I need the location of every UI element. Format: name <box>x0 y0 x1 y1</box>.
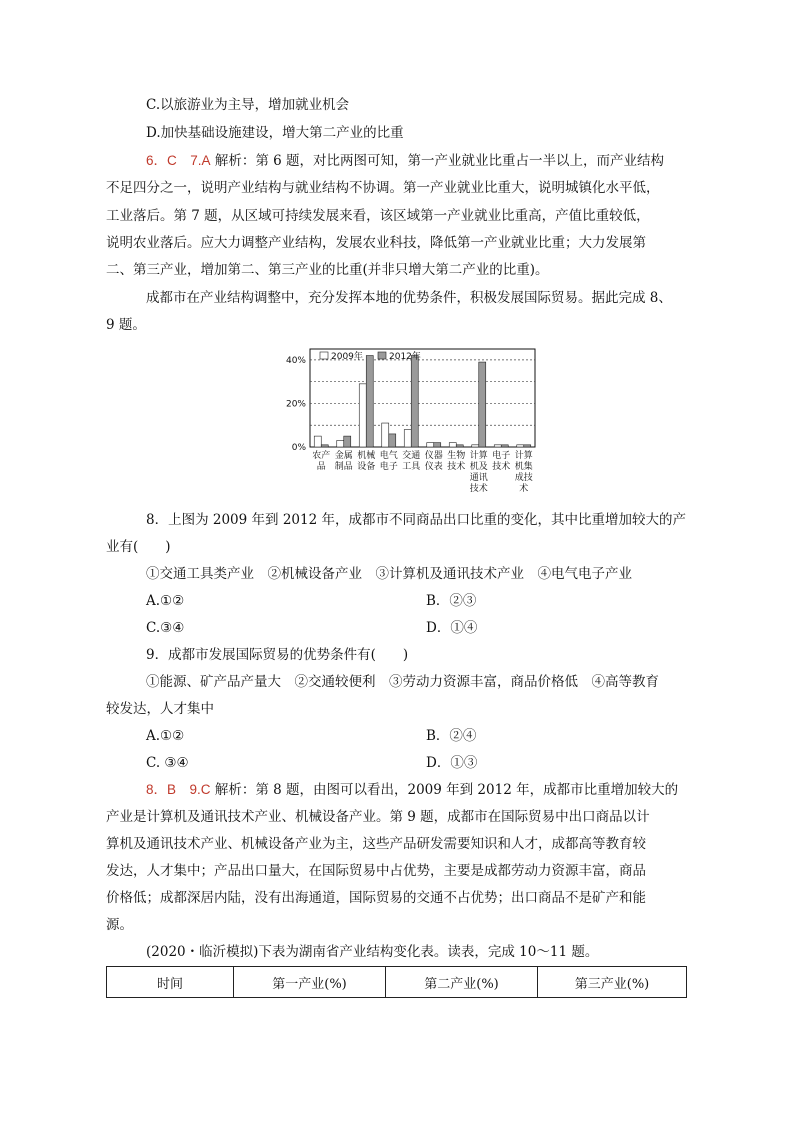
table-header-cell: 第一产业(%) <box>234 967 386 998</box>
bar-2012 <box>411 356 418 447</box>
category-label: 通讯 <box>469 473 488 483</box>
legend-swatch <box>378 352 386 359</box>
plot-frame <box>310 349 535 447</box>
bar-2009 <box>337 440 344 447</box>
option-a: A.①② <box>146 728 185 744</box>
option-c: C.③④ <box>146 620 185 636</box>
industry-structure-table <box>106 966 687 998</box>
y-tick-label: 40% <box>285 355 306 366</box>
answer-explanation: 解析：第 8 题，由图可以看出，2009 年到 2012 年，成都市比重增加较大的 <box>210 782 679 798</box>
legend-label: 2012年 <box>389 352 421 362</box>
category-label: 制品 <box>334 462 353 472</box>
category-label: 机集 <box>514 462 533 472</box>
category-label: 设备 <box>357 462 376 472</box>
export-share-chart <box>280 343 540 495</box>
option-d: D．①③ <box>426 755 478 771</box>
question-9: 9．成都市发展国际贸易的优势条件有( ) <box>146 647 409 663</box>
text-line: 说明农业落后。应大力调整产业结构，发展农业科技，降低第一产业就业比重；大力发展第 <box>106 235 646 251</box>
question-8: 8．上图为 2009 年到 2012 年，成都市不同商品出口比重的变化，其中比重增加较大的产 <box>146 512 686 528</box>
category-label: 计算 <box>469 451 488 461</box>
option-b: B．②④ <box>426 728 477 744</box>
bar-2012 <box>366 356 373 447</box>
bar-2012 <box>389 434 396 447</box>
category-label: 品 <box>316 462 326 472</box>
category-label: 农产 <box>312 451 331 461</box>
option-a: A.①② <box>146 593 185 609</box>
category-label: 计算 <box>514 451 533 461</box>
category-label: 机及 <box>469 462 488 472</box>
text-line: 工业落后。第 7 题，从区域可持续发展来看，该区域第一产业就业比重高，产值比重较低， <box>106 208 650 224</box>
category-label: 金属 <box>334 451 353 461</box>
category-label: 术 <box>519 484 529 494</box>
category-label: 电子 <box>492 451 511 461</box>
category-label: 机械 <box>357 451 376 461</box>
bar-2009 <box>494 445 501 447</box>
bar-2012 <box>321 445 328 447</box>
category-label: 交通 <box>402 451 421 461</box>
bar-2012 <box>456 445 463 447</box>
category-label: 电子 <box>379 462 398 472</box>
answer-line <box>146 780 678 800</box>
legend-swatch <box>320 352 328 359</box>
table-header-cell: 第三产业(%) <box>538 967 687 998</box>
category-label: 仪器 <box>424 451 443 461</box>
answer-key: 6．C 7.A <box>146 153 211 168</box>
text-line: 产业是计算机及通讯技术产业、机械设备产业。第 9 题，成都市在国际贸易中出口商品以计 <box>106 809 650 825</box>
bar-2012 <box>344 436 351 447</box>
text-line: 价格低；成都深居内陆，没有出海通道，国际贸易的交通不占优势；出口商品不是矿产和能 <box>106 890 646 906</box>
bar-2009 <box>404 430 411 447</box>
text-line: 业有( ) <box>106 539 171 555</box>
legend-label: 2009年 <box>331 352 363 362</box>
text-line: 成都市在产业结构调整中，充分发挥本地的优势条件，积极发展国际贸易。据此完成 8、 <box>146 290 672 306</box>
y-tick-label: 20% <box>285 399 306 410</box>
bar-2009 <box>449 443 456 447</box>
text-line: 9 题。 <box>106 317 146 333</box>
bar-2012 <box>434 443 441 447</box>
answer-key: 8．B 9.C <box>146 782 211 797</box>
bar-2009 <box>517 445 524 447</box>
text-line: 二、第三产业，增加第二、第三产业的比重(并非只增大第二产业的比重)。 <box>106 262 549 278</box>
text-line: ①交通工具类产业 ②机械设备产业 ③计算机及通讯技术产业 ④电气电子产业 <box>146 566 632 582</box>
bar-2009 <box>472 445 479 447</box>
text-line: 算机及通讯技术产业、机械设备产业为主，这些产品研发需要知识和人才，成都高等教育较 <box>106 836 646 852</box>
bar-2009 <box>359 384 366 447</box>
category-label: 仪表 <box>424 462 443 472</box>
bar-2009 <box>382 423 389 447</box>
option-b: B．②③ <box>426 593 477 609</box>
text-line: 较发达，人才集中 <box>106 701 214 717</box>
category-label: 技术 <box>447 462 466 472</box>
category-label: 工具 <box>402 462 421 472</box>
y-tick-label: 0% <box>291 443 306 453</box>
option-d: D．①④ <box>426 620 478 636</box>
table-header-row <box>107 967 687 998</box>
bar-2012 <box>501 445 508 447</box>
category-label: 技术 <box>492 462 511 472</box>
text-line: (2020・临沂模拟)下表为湖南省产业结构变化表。读表，完成 10～11 题。 <box>146 944 599 960</box>
category-label: 成技 <box>514 473 533 483</box>
text-line: D.加快基础设施建设，增大第二产业的比重 <box>146 125 404 141</box>
category-label: 技术 <box>469 484 488 494</box>
text-line: C.以旅游业为主导，增加就业机会 <box>146 97 350 113</box>
text-line: 源。 <box>106 917 133 933</box>
bar-2012 <box>524 445 531 447</box>
category-label: 电气 <box>379 451 398 461</box>
answer-line <box>146 151 664 171</box>
bar-2009 <box>427 443 434 447</box>
table-header-cell: 时间 <box>107 967 234 998</box>
answer-explanation: 解析：第 6 题，对比两图可知，第一产业就业比重占一半以上，而产业结构 <box>210 153 664 169</box>
table-header-cell: 第二产业(%) <box>386 967 538 998</box>
text-line: 发达，人才集中；产品出口量大，在国际贸易中占优势，主要是成都劳动力资源丰富，商品 <box>106 863 646 879</box>
bar-2012 <box>479 362 486 447</box>
text-line: 不足四分之一，说明产业结构与就业结构不协调。第一产业就业比重大，说明城镇化水平低， <box>106 180 660 196</box>
option-c: C. ③④ <box>146 755 189 771</box>
category-label: 生物 <box>447 451 466 461</box>
bar-2009 <box>314 436 321 447</box>
text-line: ①能源、矿产品产量大 ②交通较便利 ③劳动力资源丰富，商品价格低 ④高等教育 <box>146 674 659 690</box>
